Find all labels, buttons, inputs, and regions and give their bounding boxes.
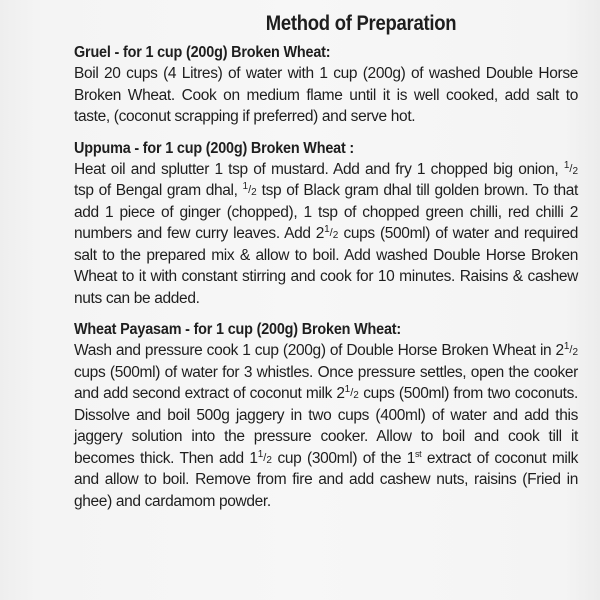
fraction: 1/2 bbox=[344, 384, 359, 401]
page-title: Method of Preparation bbox=[265, 12, 457, 35]
fraction: 1/2 bbox=[563, 341, 578, 358]
recipe-heading: Uppuma - for 1 cup (200g) Broken Wheat : bbox=[74, 139, 355, 157]
recipe-wheat-payasam bbox=[74, 319, 578, 512]
recipe-heading: Wheat Payasam - for 1 cup (200g) Broken Wheat: bbox=[74, 321, 402, 338]
recipe-instructions: Heat oil and splutter 1 tsp of mustard. Add and fry 1 chopped big onion, 1/2 tsp of Bengal gram dhal, 1/2 tsp of Black gram dhal till golden brown. To that add 1 piece of ginger (chopped), 1 tsp of chopped green chilli, red chilli 2 numbers and few curry leaves. Add 21/2 cups (500ml) of water and required salt to the prepared mix & allow to boil. Add washed Double Horse Broken Wheat to it with constant stirring and cook for 10 minutes. Raisins & cashew nuts can be added. bbox=[74, 159, 578, 307]
recipe-instructions: Wash and pressure cook 1 cup (200g) of Double Horse Broken Wheat in 21/2 cups (500ml) of water for 3 whistles. Once pressure settles, open the cooker and add second extract of coconut milk 21/2 cups (500ml) from two coconuts. Dissolve and boil 500g jaggery in two cups (400ml) of water and add this jaggery solution into the pressure cooker. Allow to boil and cook till it becomes thick. Then add 11/2 cup (300ml) of the 1st extract of coconut milk and allow to boil. Remove from fire and add cashew nuts, raisins (Fried in ghee) and cardamom powder. bbox=[74, 341, 579, 510]
fraction: 1/2 bbox=[257, 448, 272, 466]
recipe-gruel bbox=[74, 42, 578, 128]
fraction: 1/2 bbox=[242, 181, 257, 198]
fraction: 1/2 bbox=[563, 159, 578, 177]
fraction: 1/2 bbox=[324, 224, 339, 241]
ordinal-suffix: st bbox=[414, 448, 422, 459]
recipe-heading: Gruel - for 1 cup (200g) Broken Wheat: bbox=[74, 44, 331, 61]
recipe-uppuma bbox=[74, 138, 578, 310]
recipe-instructions: Boil 20 cups (4 Litres) of water with 1 cup (200g) of washed Double Horse Broken Wheat. Cook on medium flame until it is well cooked, add salt to taste, (coconut scrapping if preferred) and serve hot. bbox=[74, 65, 578, 125]
